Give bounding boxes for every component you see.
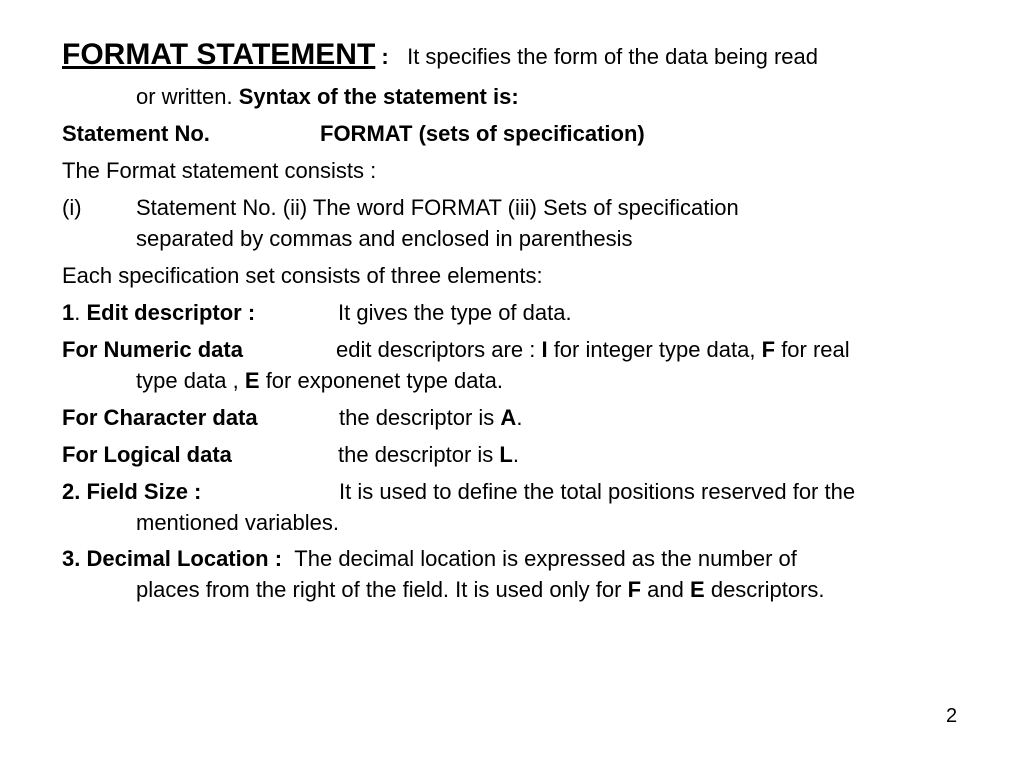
- decimal-cont-a: places from the right of the field. It is used only for: [136, 577, 622, 602]
- numeric-E: E: [244, 368, 260, 393]
- decimal-E: E: [690, 577, 705, 602]
- numeric-text-b: for integer type data,: [553, 337, 756, 362]
- item-i-line: [62, 195, 962, 221]
- item-i-cont: separated by commas and enclosed in parenthesis: [136, 226, 633, 251]
- numeric-F: F: [761, 337, 776, 362]
- field-cont: mentioned variables.: [136, 510, 340, 535]
- decimal-line: [62, 546, 962, 572]
- field-cont-line: [136, 510, 339, 536]
- decimal-F: F: [627, 577, 642, 602]
- statement-format: FORMAT (sets of specification): [320, 121, 645, 146]
- numeric-text: [336, 337, 850, 363]
- decimal-cont-line: [136, 577, 825, 603]
- edit-number: 1: [62, 300, 75, 325]
- character-line: [62, 405, 962, 431]
- intro-text: It specifies the form of the data being read: [407, 44, 819, 69]
- field-size-line: [62, 479, 962, 505]
- numeric-cont-line: [136, 368, 503, 394]
- intro-cont-line: [136, 84, 519, 110]
- consists-line: [62, 158, 376, 184]
- title-colon: :: [375, 44, 389, 69]
- logical-label: For Logical data: [62, 442, 232, 467]
- edit-descriptor-line: 1. Edit descriptor : It gives the type of data.: [62, 300, 572, 325]
- numeric-cont-b: for exponenet type data.: [265, 368, 503, 393]
- syntax-line: [62, 121, 645, 147]
- char-label: For Character data: [62, 405, 258, 430]
- edit-text: It gives the type of data.: [338, 300, 572, 325]
- item-i-marker: (i): [62, 195, 82, 220]
- elements-text: Each specification set consists of three elements:: [62, 263, 543, 288]
- numeric-cont-a: type data ,: [136, 368, 239, 393]
- char-text-wrap: the descriptor is A.: [339, 405, 523, 430]
- page-number: 2: [946, 705, 958, 727]
- decimal-label: 3. Decimal Location :: [62, 546, 283, 571]
- field-label: 2. Field Size :: [62, 479, 202, 504]
- decimal-and: and: [647, 577, 684, 602]
- decimal-text: The decimal location is expressed as the number of: [294, 546, 797, 571]
- char-text: the descriptor is: [339, 405, 495, 430]
- logical-text: the descriptor is: [338, 442, 494, 467]
- slide-title: FORMAT STATEMENT: [62, 38, 376, 71]
- logical-line: [62, 442, 962, 468]
- numeric-text-c: for real: [781, 337, 850, 362]
- field-text: It is used to define the total positions reserved for the: [339, 479, 856, 504]
- logical-L: L: [499, 442, 513, 467]
- edit-label: Edit descriptor :: [86, 300, 256, 325]
- char-A: A: [500, 405, 517, 430]
- item-i-cont-line: [136, 226, 633, 252]
- item-i-text: Statement No. (ii) The word FORMAT (iii) Sets of specification: [136, 195, 739, 220]
- numeric-label: For Numeric data: [62, 337, 243, 362]
- decimal-cont-b: descriptors.: [710, 577, 825, 602]
- numeric-line: [62, 337, 962, 363]
- numeric-text-a: edit descriptors are :: [336, 337, 536, 362]
- syntax-label: Syntax of the statement is:: [238, 84, 519, 109]
- statement-no: Statement No.: [62, 121, 210, 146]
- title-line: [62, 38, 819, 71]
- consists-text: The Format statement consists :: [62, 158, 377, 183]
- logical-text-wrap: the descriptor is L.: [338, 442, 519, 467]
- elements-line: [62, 263, 543, 289]
- intro-cont: or written.: [136, 84, 233, 109]
- numeric-I: I: [541, 337, 548, 362]
